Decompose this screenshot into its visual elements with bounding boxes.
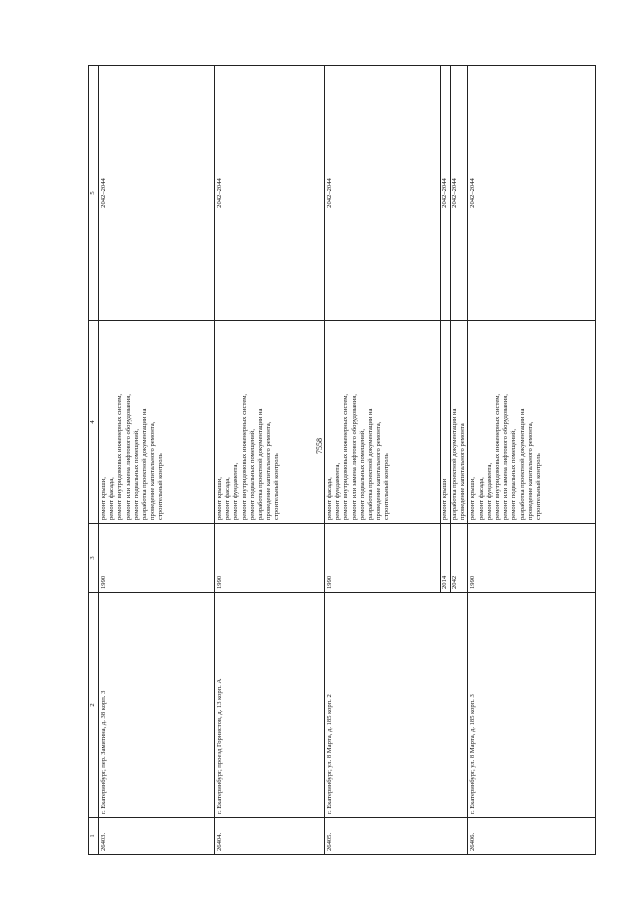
work-item: разработка проектной документации на xyxy=(518,408,526,520)
work-item: ремонт крыши, xyxy=(100,477,107,520)
subrow-period: 2042–2044 xyxy=(441,66,451,321)
header-col-4: 4 xyxy=(89,321,99,524)
page-number: 7558 xyxy=(315,438,324,454)
work-item: ремонт фундамента, xyxy=(334,462,342,520)
work-item: ремонт крыши, xyxy=(469,477,477,520)
work-item: ремонт внутридомовых инженерных систем, xyxy=(240,393,248,520)
table-row xyxy=(468,66,596,855)
row-works xyxy=(468,321,596,524)
work-item: проведение капитального ремонта, xyxy=(149,421,157,520)
header-col-2: 2 xyxy=(89,593,99,818)
row-number: 26406. xyxy=(468,818,596,855)
table-row xyxy=(325,66,441,855)
work-item: ремонт подвальных помещений, xyxy=(358,429,366,520)
work-item: ремонт внутридомовых инженерных систем, xyxy=(116,393,124,520)
header-col-3: 3 xyxy=(89,524,99,593)
work-item: ремонт или замена лифтового оборудования, xyxy=(124,394,132,520)
work-item: ремонт фасада, xyxy=(326,477,333,520)
row-address: г. Екатеринбург, проезд Горнистов, д. 13 корп. А xyxy=(215,593,325,818)
row-period: 2042–2044 xyxy=(99,66,215,321)
work-item: строительный контроль xyxy=(157,453,165,520)
row-number: 26403. xyxy=(99,818,215,855)
row-period: 2042–2044 xyxy=(468,66,596,321)
work-item: ремонт внутридомовых инженерных систем, xyxy=(494,393,502,520)
work-item: ремонт крыши, xyxy=(216,477,223,520)
work-item: строительный контроль xyxy=(535,453,543,520)
header-col-1: 1 xyxy=(89,818,99,855)
row-year: 1990 xyxy=(468,524,596,593)
table-row xyxy=(99,66,215,855)
row-address: г. Екатеринбург, ул. 8 Марта, д. 185 корп. 2 xyxy=(325,593,468,818)
table-row xyxy=(215,66,325,855)
subrow-year: 2042 xyxy=(451,524,468,593)
work-item: ремонт или замена лифтового оборудования, xyxy=(350,394,358,520)
header-row xyxy=(89,66,99,855)
work-item: разработка проектной документации на xyxy=(257,408,265,520)
row-address: г. Екатеринбург, ул. 8 Марта, д. 185 корп. 3 xyxy=(468,593,596,818)
work-item: ремонт или замена лифтового оборудования, xyxy=(502,394,510,520)
row-number: 26405. xyxy=(325,818,468,855)
work-item: ремонт крыши xyxy=(441,478,448,520)
work-item: строительный контроль xyxy=(383,453,391,520)
work-item: ремонт фасада, xyxy=(477,477,485,520)
row-address: г. Екатеринбург, пер. Замятина, д. 38 корп. 3 xyxy=(99,593,215,818)
work-item: ремонт внутридомовых инженерных систем, xyxy=(342,393,350,520)
row-year: 1990 xyxy=(215,524,325,593)
row-period: 2042–2044 xyxy=(215,66,325,321)
work-item: проведение капитального ремонта, xyxy=(375,421,383,520)
subrow-period: 2042–2044 xyxy=(451,66,468,321)
work-item: ремонт фасада, xyxy=(108,477,116,520)
work-item: проведение капитального ремонта xyxy=(459,423,467,520)
row-works xyxy=(99,321,215,524)
row-period: 2042–2044 xyxy=(325,66,441,321)
row-year: 1990 xyxy=(99,524,215,593)
work-item: разработка проектной документации на xyxy=(367,408,375,520)
work-item: проведение капитального ремонта, xyxy=(526,421,534,520)
subrow-works xyxy=(441,321,451,524)
repair-schedule-table xyxy=(88,65,596,855)
row-year: 1990 xyxy=(325,524,441,593)
subrow-year: 2014 xyxy=(441,524,451,593)
work-item: ремонт подвальных помещений, xyxy=(132,429,140,520)
work-item: строительный контроль xyxy=(273,453,281,520)
row-works xyxy=(215,321,325,524)
subrow-works xyxy=(451,321,468,524)
work-item: проведение капитального ремонта, xyxy=(265,421,273,520)
rotated-table-container xyxy=(88,77,590,855)
work-item: ремонт фундамента, xyxy=(485,462,493,520)
work-item: ремонт подвальных помещений, xyxy=(248,429,256,520)
header-col-5: 5 xyxy=(89,66,99,321)
work-item: ремонт фундамента, xyxy=(232,462,240,520)
work-item: ремонт фасада, xyxy=(224,477,232,520)
work-item: ремонт подвальных помещений, xyxy=(510,429,518,520)
work-item: разработка проектной документации на xyxy=(141,408,149,520)
row-works xyxy=(325,321,441,524)
work-item: разработка проектной документации на xyxy=(451,408,458,520)
row-number: 26404. xyxy=(215,818,325,855)
